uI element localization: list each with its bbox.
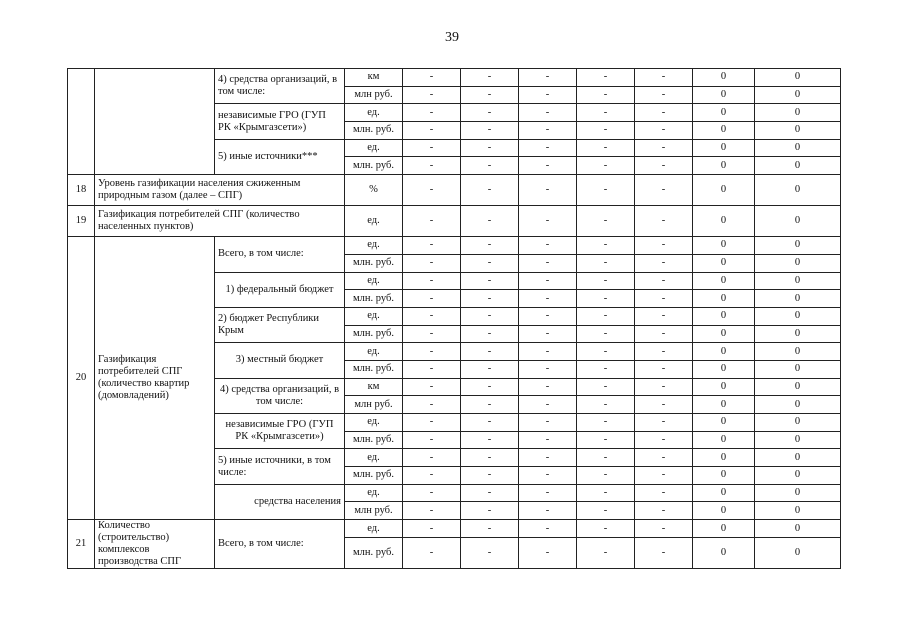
value-cell: 0 <box>693 175 755 206</box>
value-cell: 0 <box>693 254 755 272</box>
unit-cell: млн. руб. <box>345 122 403 140</box>
unit-cell: ед. <box>345 272 403 290</box>
unit-cell: ед. <box>345 414 403 432</box>
funding-source-label: независимые ГРО (ГУП РК «Крымгазсети») <box>215 414 345 449</box>
value-cell: - <box>577 538 635 569</box>
value-cell: 0 <box>755 449 841 467</box>
row-number: 19 <box>68 206 95 237</box>
value-cell: - <box>577 175 635 206</box>
value-cell: 0 <box>693 414 755 432</box>
unit-cell: ед. <box>345 520 403 538</box>
value-cell: - <box>577 104 635 122</box>
value-cell: - <box>635 360 693 378</box>
funding-source-label: 5) иные источники*** <box>215 139 345 174</box>
unit-cell: млн. руб. <box>345 431 403 449</box>
value-cell: - <box>461 272 519 290</box>
value-cell: 0 <box>693 343 755 361</box>
value-cell: - <box>403 139 461 157</box>
value-cell: - <box>519 122 577 140</box>
value-cell: - <box>403 272 461 290</box>
value-cell: - <box>461 206 519 237</box>
value-cell: 0 <box>755 86 841 104</box>
funding-source-label: 4) средства организаций, в том числе: <box>215 378 345 413</box>
unit-cell: млн. руб. <box>345 290 403 308</box>
value-cell: - <box>577 378 635 396</box>
value-cell: 0 <box>693 122 755 140</box>
unit-cell: млн. руб. <box>345 325 403 343</box>
value-cell: 0 <box>755 104 841 122</box>
table-row <box>68 206 841 237</box>
value-cell: - <box>403 290 461 308</box>
value-cell: 0 <box>755 538 841 569</box>
value-cell: - <box>519 175 577 206</box>
unit-cell: ед. <box>345 307 403 325</box>
gasification-table <box>67 68 841 569</box>
value-cell: - <box>635 449 693 467</box>
unit-cell: ед. <box>345 104 403 122</box>
value-cell: 0 <box>693 69 755 87</box>
value-cell: 0 <box>693 449 755 467</box>
value-cell: - <box>461 175 519 206</box>
indicator-name: Газификация потребителей СПГ (количество квартир (домовладений) <box>95 237 215 520</box>
value-cell: - <box>519 396 577 414</box>
value-cell: - <box>519 343 577 361</box>
value-cell: - <box>461 237 519 255</box>
value-cell: 0 <box>693 431 755 449</box>
value-cell: - <box>519 86 577 104</box>
value-cell: - <box>577 237 635 255</box>
value-cell: - <box>577 467 635 485</box>
value-cell: - <box>635 69 693 87</box>
value-cell: - <box>403 431 461 449</box>
unit-cell: млн руб. <box>345 502 403 520</box>
value-cell: - <box>403 307 461 325</box>
value-cell: 0 <box>693 484 755 502</box>
value-cell: - <box>519 378 577 396</box>
unit-cell: км <box>345 378 403 396</box>
value-cell: - <box>403 449 461 467</box>
value-cell: - <box>403 254 461 272</box>
value-cell: - <box>577 157 635 175</box>
table-row <box>68 237 841 255</box>
value-cell: - <box>635 122 693 140</box>
row-number: 21 <box>68 520 95 569</box>
unit-cell: ед. <box>345 449 403 467</box>
row-number: 20 <box>68 237 95 520</box>
value-cell: - <box>577 502 635 520</box>
value-cell: 0 <box>755 520 841 538</box>
value-cell: - <box>577 520 635 538</box>
value-cell: - <box>577 139 635 157</box>
value-cell: - <box>461 378 519 396</box>
value-cell: - <box>577 290 635 308</box>
value-cell: 0 <box>755 272 841 290</box>
funding-source-label: 4) средства организаций, в том числе: <box>215 69 345 104</box>
value-cell: - <box>461 69 519 87</box>
value-cell: - <box>403 122 461 140</box>
value-cell: - <box>635 396 693 414</box>
value-cell: 0 <box>693 502 755 520</box>
value-cell: 0 <box>693 467 755 485</box>
value-cell: - <box>577 122 635 140</box>
value-cell: - <box>519 206 577 237</box>
value-cell: - <box>635 467 693 485</box>
indicator-name: Количество (строительство) комплексов производства СПГ <box>95 520 215 569</box>
value-cell: - <box>635 272 693 290</box>
value-cell: 0 <box>693 157 755 175</box>
value-cell: - <box>461 449 519 467</box>
value-cell: - <box>635 254 693 272</box>
value-cell: - <box>403 484 461 502</box>
unit-cell: млн. руб. <box>345 467 403 485</box>
value-cell: - <box>403 360 461 378</box>
value-cell: 0 <box>693 290 755 308</box>
value-cell: 0 <box>755 237 841 255</box>
value-cell: - <box>577 206 635 237</box>
value-cell: 0 <box>693 139 755 157</box>
value-cell: 0 <box>755 431 841 449</box>
funding-source-label: 5) иные источники, в том числе: <box>215 449 345 484</box>
value-cell: - <box>635 307 693 325</box>
value-cell: - <box>461 467 519 485</box>
funding-source-label: Всего, в том числе: <box>215 520 345 569</box>
unit-cell: млн. руб. <box>345 538 403 569</box>
value-cell: 0 <box>755 206 841 237</box>
funding-source-label: средства населения <box>215 484 345 519</box>
value-cell: - <box>403 157 461 175</box>
value-cell: - <box>461 139 519 157</box>
value-cell: 0 <box>693 237 755 255</box>
value-cell: - <box>461 502 519 520</box>
value-cell: 0 <box>693 378 755 396</box>
value-cell: - <box>635 104 693 122</box>
value-cell: - <box>403 538 461 569</box>
unit-cell: ед. <box>345 484 403 502</box>
value-cell: - <box>403 378 461 396</box>
value-cell: - <box>403 237 461 255</box>
value-cell: - <box>577 254 635 272</box>
value-cell: - <box>461 254 519 272</box>
value-cell: - <box>519 538 577 569</box>
value-cell: - <box>519 104 577 122</box>
value-cell: - <box>461 360 519 378</box>
value-cell: - <box>519 69 577 87</box>
unit-cell: млн руб. <box>345 396 403 414</box>
value-cell: 0 <box>693 325 755 343</box>
value-cell: - <box>519 520 577 538</box>
unit-cell: млн. руб. <box>345 254 403 272</box>
unit-cell: ед. <box>345 139 403 157</box>
value-cell: - <box>461 396 519 414</box>
value-cell: 0 <box>755 254 841 272</box>
value-cell: - <box>403 175 461 206</box>
value-cell: - <box>461 520 519 538</box>
value-cell: - <box>577 414 635 432</box>
value-cell: - <box>635 206 693 237</box>
value-cell: 0 <box>693 272 755 290</box>
value-cell: - <box>635 414 693 432</box>
value-cell: - <box>577 360 635 378</box>
value-cell: - <box>461 157 519 175</box>
unit-cell: ед. <box>345 237 403 255</box>
value-cell: - <box>577 343 635 361</box>
value-cell: 0 <box>755 122 841 140</box>
value-cell: 0 <box>693 104 755 122</box>
value-cell: 0 <box>693 520 755 538</box>
value-cell: - <box>403 325 461 343</box>
value-cell: - <box>519 272 577 290</box>
value-cell: - <box>577 69 635 87</box>
value-cell: - <box>519 139 577 157</box>
unit-cell: млн. руб. <box>345 157 403 175</box>
funding-source-label: Всего, в том числе: <box>215 237 345 272</box>
value-cell: 0 <box>755 175 841 206</box>
row-number <box>68 69 95 175</box>
value-cell: - <box>635 139 693 157</box>
value-cell: - <box>519 449 577 467</box>
value-cell: 0 <box>693 360 755 378</box>
value-cell: 0 <box>755 378 841 396</box>
value-cell: - <box>519 467 577 485</box>
value-cell: 0 <box>693 307 755 325</box>
value-cell: - <box>577 449 635 467</box>
unit-cell: км <box>345 69 403 87</box>
value-cell: - <box>403 396 461 414</box>
value-cell: - <box>403 467 461 485</box>
table-row <box>68 520 841 538</box>
value-cell: - <box>403 69 461 87</box>
value-cell: 0 <box>693 206 755 237</box>
value-cell: - <box>635 175 693 206</box>
value-cell: - <box>461 104 519 122</box>
value-cell: - <box>635 290 693 308</box>
value-cell: - <box>461 122 519 140</box>
funding-source-label: 1) федеральный бюджет <box>215 272 345 307</box>
unit-cell: % <box>345 175 403 206</box>
value-cell: 0 <box>755 484 841 502</box>
unit-cell: ед. <box>345 343 403 361</box>
value-cell: - <box>577 272 635 290</box>
value-cell: - <box>519 360 577 378</box>
value-cell: - <box>519 325 577 343</box>
value-cell: - <box>577 307 635 325</box>
unit-cell: ед. <box>345 206 403 237</box>
value-cell: 0 <box>755 343 841 361</box>
value-cell: - <box>635 502 693 520</box>
value-cell: 0 <box>755 360 841 378</box>
value-cell: - <box>403 520 461 538</box>
value-cell: - <box>519 431 577 449</box>
row-number: 18 <box>68 175 95 206</box>
value-cell: - <box>635 325 693 343</box>
value-cell: - <box>635 431 693 449</box>
value-cell: - <box>519 237 577 255</box>
value-cell: - <box>461 538 519 569</box>
value-cell: - <box>461 325 519 343</box>
value-cell: 0 <box>755 467 841 485</box>
value-cell: 0 <box>755 139 841 157</box>
value-cell: - <box>577 325 635 343</box>
value-cell: 0 <box>755 325 841 343</box>
value-cell: - <box>403 206 461 237</box>
value-cell: - <box>403 86 461 104</box>
value-cell: - <box>461 86 519 104</box>
value-cell: 0 <box>755 414 841 432</box>
funding-source-label: 3) местный бюджет <box>215 343 345 378</box>
value-cell: - <box>635 538 693 569</box>
value-cell: - <box>461 431 519 449</box>
value-cell: - <box>519 502 577 520</box>
indicator-name <box>95 69 215 175</box>
value-cell: - <box>403 343 461 361</box>
table-row <box>68 69 841 87</box>
value-cell: - <box>635 237 693 255</box>
value-cell: 0 <box>755 157 841 175</box>
funding-source-label: 2) бюджет Республики Крым <box>215 307 345 342</box>
page-number: 39 <box>445 30 459 45</box>
unit-cell: млн руб. <box>345 86 403 104</box>
value-cell: - <box>461 307 519 325</box>
value-cell: - <box>519 414 577 432</box>
unit-cell: млн. руб. <box>345 360 403 378</box>
value-cell: - <box>461 290 519 308</box>
value-cell: 0 <box>693 396 755 414</box>
value-cell: - <box>461 414 519 432</box>
value-cell: - <box>461 484 519 502</box>
value-cell: - <box>403 502 461 520</box>
value-cell: - <box>635 520 693 538</box>
value-cell: - <box>635 378 693 396</box>
value-cell: - <box>577 396 635 414</box>
value-cell: - <box>635 343 693 361</box>
value-cell: 0 <box>693 538 755 569</box>
value-cell: - <box>461 343 519 361</box>
value-cell: - <box>519 307 577 325</box>
value-cell: - <box>519 290 577 308</box>
value-cell: - <box>403 414 461 432</box>
table-row <box>68 175 841 206</box>
value-cell: - <box>577 484 635 502</box>
value-cell: 0 <box>755 502 841 520</box>
value-cell: - <box>519 484 577 502</box>
funding-source-label: независимые ГРО (ГУП РК «Крымгазсети») <box>215 104 345 139</box>
value-cell: 0 <box>755 290 841 308</box>
value-cell: - <box>635 86 693 104</box>
value-cell: - <box>403 104 461 122</box>
value-cell: - <box>519 254 577 272</box>
value-cell: - <box>519 157 577 175</box>
value-cell: - <box>635 157 693 175</box>
indicator-name: Газификация потребителей СПГ (количество населенных пунктов) <box>95 206 345 237</box>
value-cell: 0 <box>755 396 841 414</box>
value-cell: - <box>577 86 635 104</box>
value-cell: - <box>635 484 693 502</box>
value-cell: 0 <box>755 307 841 325</box>
value-cell: 0 <box>693 86 755 104</box>
value-cell: - <box>577 431 635 449</box>
value-cell: 0 <box>755 69 841 87</box>
indicator-name: Уровень газификации населения сжиженным природным газом (далее – СПГ) <box>95 175 345 206</box>
